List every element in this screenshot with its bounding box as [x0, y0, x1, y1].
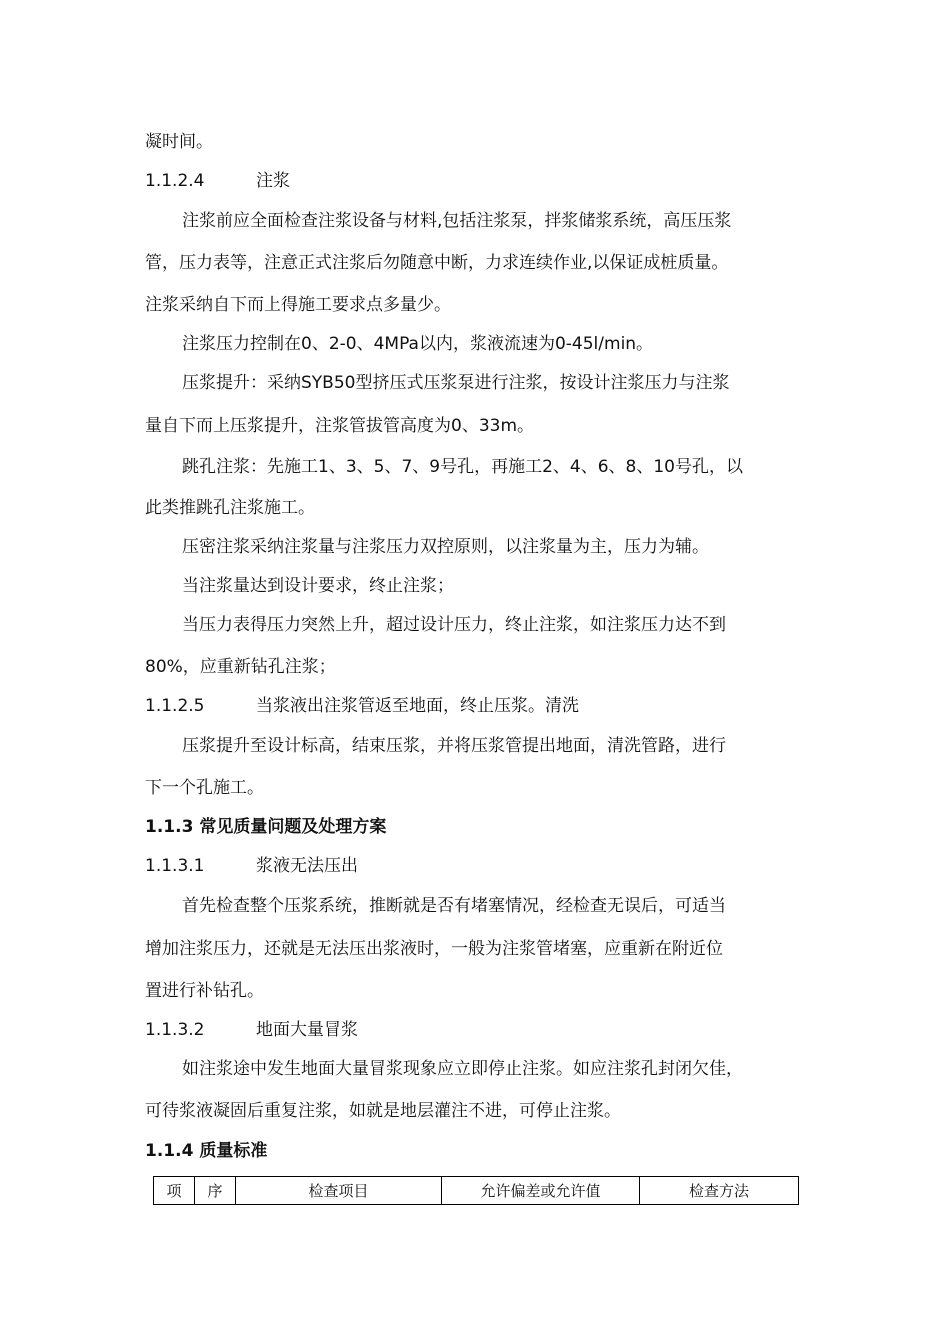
heading-1125-number: 1.1.2.5 [145, 696, 205, 716]
paragraph-line: 注浆前应全面检查注浆设备与材料,包括注浆泵，拌浆储浆系统，高压压浆 [182, 211, 732, 231]
table-header-cell: 序 [195, 1177, 236, 1205]
paragraph-line: 跳孔注浆：先施工1、3、5、7、9号孔，再施工2、4、6、8、10号孔，以 [182, 457, 743, 477]
paragraph-line: 下一个孔施工。 [145, 778, 264, 798]
table-header-cell: 允许偏差或允许值 [442, 1177, 640, 1205]
paragraph-line: 当压力表得压力突然上升，超过设计压力，终止注浆，如注浆压力达不到 [182, 615, 726, 635]
paragraph-line: 压浆提升：采纳SYB50型挤压式压浆泵进行注浆，按设计注浆压力与注浆 [182, 373, 730, 393]
table-header-cell: 检查方法 [640, 1177, 799, 1205]
paragraph-line: 压浆提升至设计标高，结束压浆，并将压浆管提出地面，清洗管路，进行 [182, 736, 726, 756]
section-heading-114: 1.1.4 质量标准 [145, 1141, 268, 1161]
heading-1125-title: 当浆液出注浆管返至地面，终止压浆。清洗 [256, 696, 579, 716]
paragraph-line: 当注浆量达到设计要求，终止注浆； [182, 576, 454, 596]
section-heading-113: 1.1.3 常见质量问题及处理方案 [145, 817, 387, 837]
paragraph-line: 管，压力表等，注意正式注浆后勿随意中断，力求连续作业,以保证成桩质量。 [145, 253, 729, 273]
heading-1124-number: 1.1.2.4 [145, 171, 205, 191]
heading-1131-title: 浆液无法压出 [256, 856, 358, 876]
paragraph-line: 增加注浆压力，还就是无法压出浆液时，一般为注浆管堵塞，应重新在附近位 [145, 939, 723, 959]
paragraph-line: 如注浆途中发生地面大量冒浆现象应立即停止注浆。如应注浆孔封闭欠佳， [182, 1059, 743, 1079]
paragraph-line: 凝时间。 [145, 132, 213, 152]
paragraph-line: 80%，应重新钻孔注浆； [145, 657, 336, 677]
paragraph-line: 首先检查整个压浆系统，推断就是否有堵塞情况，经检查无误后，可适当 [182, 896, 726, 916]
table-header-cell: 检查项目 [236, 1177, 442, 1205]
heading-1124-title: 注浆 [256, 171, 290, 191]
heading-1132-number: 1.1.3.2 [145, 1020, 205, 1040]
heading-1131-number: 1.1.3.1 [145, 856, 205, 876]
paragraph-line: 注浆压力控制在0、2-0、4MPa以内，浆液流速为0-45l/min。 [182, 334, 654, 354]
table-header-cell: 项 [154, 1177, 195, 1205]
heading-1132-title: 地面大量冒浆 [256, 1020, 358, 1040]
paragraph-line: 置进行补钻孔。 [145, 981, 264, 1001]
paragraph-line: 此类推跳孔注浆施工。 [145, 498, 315, 518]
quality-standard-table [153, 1176, 799, 1205]
paragraph-line: 压密注浆采纳注浆量与注浆压力双控原则，以注浆量为主，压力为辅。 [182, 537, 709, 557]
paragraph-line: 注浆采纳自下而上得施工要求点多量少。 [145, 295, 451, 315]
paragraph-line: 量自下而上压浆提升，注浆管拔管高度为0、33m。 [145, 416, 535, 436]
paragraph-line: 可待浆液凝固后重复注浆，如就是地层灌注不进，可停止注浆。 [145, 1101, 621, 1121]
table-header-row [154, 1177, 799, 1205]
